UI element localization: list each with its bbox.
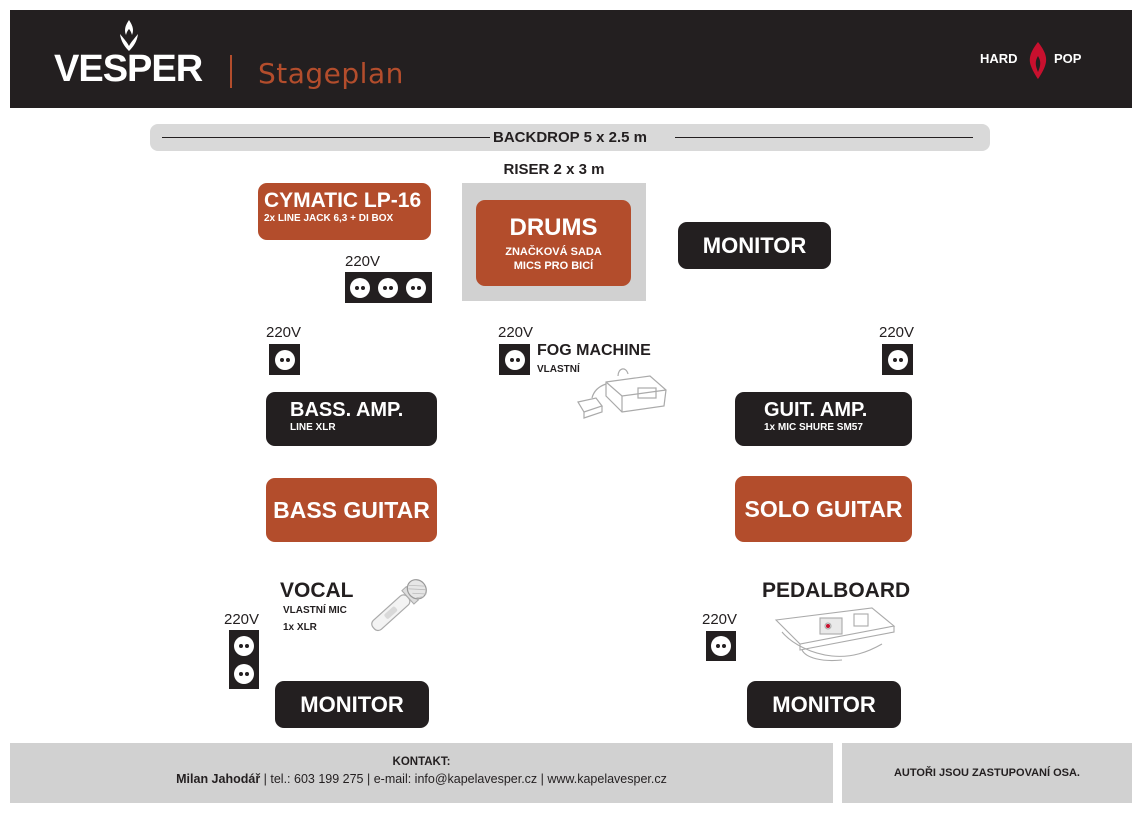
pedal-voltage: 220V bbox=[702, 611, 738, 628]
contact-name: Milan Jahodář bbox=[176, 772, 261, 786]
bass-amp-sub: LINE XLR bbox=[290, 422, 336, 433]
bass-voltage: 220V bbox=[266, 324, 302, 341]
backdrop-bar bbox=[150, 124, 990, 151]
fog-sub: VLASTNÍ bbox=[537, 364, 580, 375]
socket-icon bbox=[888, 350, 908, 370]
power-socket-guitar bbox=[882, 344, 913, 375]
pedalboard-icon bbox=[772, 604, 898, 666]
contact-line bbox=[10, 772, 833, 786]
microphone-icon bbox=[358, 574, 434, 642]
drums-line1: ZNAČKOVÁ SADA bbox=[505, 246, 602, 258]
brand-pop: POP bbox=[1054, 51, 1082, 66]
brand-hard: HARD bbox=[980, 51, 1018, 66]
copyright-note: AUTOŘI JSOU ZASTUPOVANÍ OSA. bbox=[842, 743, 1132, 803]
guit-amp-box bbox=[735, 392, 912, 446]
socket-icon bbox=[505, 350, 525, 370]
monitor-left bbox=[275, 681, 429, 728]
cymatic-voltage: 220V bbox=[345, 253, 381, 270]
socket-icon bbox=[406, 278, 426, 298]
monitor-top bbox=[678, 222, 831, 269]
bass-amp-box bbox=[266, 392, 437, 446]
hardpop-flame-icon bbox=[1025, 42, 1051, 80]
drums-title: DRUMS bbox=[509, 214, 598, 241]
socket-icon bbox=[378, 278, 398, 298]
contact-footer bbox=[10, 743, 833, 803]
bass-guitar-label: BASS GUITAR bbox=[273, 496, 430, 523]
fog-voltage: 220V bbox=[498, 324, 534, 341]
backdrop-label: BACKDROP 5 x 2.5 m bbox=[493, 129, 647, 146]
cymatic-sub: 2x LINE JACK 6,3 + DI BOX bbox=[264, 213, 394, 224]
contact-details: | tel.: 603 199 275 | e-mail: info@kapelavesper.cz | www.kapelavesper.cz bbox=[260, 772, 667, 786]
monitor-right bbox=[747, 681, 901, 728]
solo-guitar-label: SOLO GUITAR bbox=[744, 495, 903, 522]
pedalboard-title: PEDALBOARD bbox=[762, 579, 911, 602]
guit-amp-sub: 1x MIC SHURE SM57 bbox=[764, 422, 863, 433]
vesper-logo: VESPER bbox=[54, 48, 203, 90]
riser-label: RISER 2 x 3 m bbox=[503, 161, 605, 178]
cymatic-title: CYMATIC LP-16 bbox=[264, 189, 422, 212]
power-socket-bass bbox=[269, 344, 300, 375]
logo-divider bbox=[230, 55, 232, 88]
socket-icon bbox=[234, 636, 254, 656]
drums-line2: MICS PRO BICÍ bbox=[513, 260, 594, 272]
monitor-left-label: MONITOR bbox=[300, 691, 404, 717]
guit-amp-title: GUIT. AMP. bbox=[764, 399, 868, 421]
monitor-top-label: MONITOR bbox=[702, 232, 807, 258]
power-socket-fog bbox=[499, 344, 530, 375]
guitar-voltage: 220V bbox=[879, 324, 915, 341]
bass-guitar-box bbox=[266, 478, 437, 542]
socket-icon bbox=[711, 636, 731, 656]
vocal-voltage: 220V bbox=[224, 611, 260, 628]
power-strip-triple bbox=[345, 272, 432, 303]
socket-icon bbox=[350, 278, 370, 298]
contact-heading: KONTAKT: bbox=[392, 756, 451, 768]
fog-machine-icon bbox=[570, 362, 670, 424]
socket-icon bbox=[275, 350, 295, 370]
solo-guitar-box bbox=[735, 476, 912, 542]
page-title: Stageplan bbox=[258, 57, 404, 90]
cymatic-box bbox=[258, 183, 431, 240]
fog-title: FOG MACHINE bbox=[537, 342, 651, 359]
vocal-title: VOCAL bbox=[280, 579, 354, 602]
monitor-right-label: MONITOR bbox=[772, 691, 876, 717]
power-socket-vocal-double bbox=[229, 630, 259, 689]
drums-box bbox=[476, 200, 631, 286]
socket-icon bbox=[234, 664, 254, 684]
bass-amp-title: BASS. AMP. bbox=[290, 399, 404, 421]
power-socket-pedal bbox=[706, 631, 736, 661]
vocal-line2: 1x XLR bbox=[283, 622, 317, 633]
vocal-line1: VLASTNÍ MIC bbox=[283, 605, 347, 616]
